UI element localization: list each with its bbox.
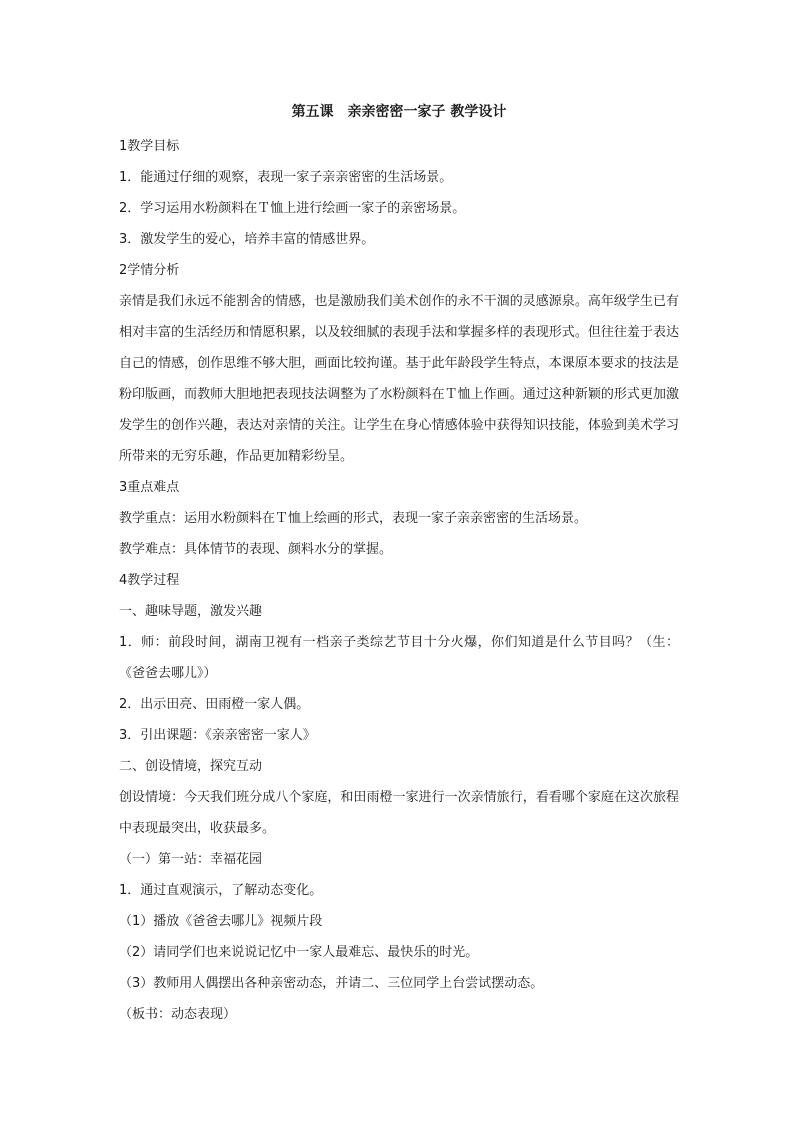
section-heading-analysis: 2学情分析 [119, 263, 180, 278]
part-heading-1: 一、趣味导题，激发兴趣 [119, 604, 263, 619]
stage1-sub-3: （3）教师用人偶摆出各种亲密动态，并请二、三位同学上台尝试摆动态。 [119, 976, 544, 991]
section-heading-objectives: 1教学目标 [119, 139, 180, 154]
part2-scene-text: 创设情境：今天我们班分成八个家庭，和田雨橙一家进行一次亲情旅行，看看哪个家庭在这次旅程中表现最突出，收获最多。 [119, 790, 679, 836]
document-body [119, 101, 679, 1030]
part1-item-2: 2．出示田亮、田雨橙一家人偶。 [119, 697, 310, 712]
section-heading-key-points: 3重点难点 [119, 480, 180, 495]
difficulty-text: 教学难点：具体情节的表现、颜料水分的掌握。 [119, 542, 393, 557]
stage1-sub-2: （2）请同学们也来说说记忆中一家人最难忘、最快乐的时光。 [119, 945, 479, 960]
part1-item-1: 1．师：前段时间，湖南卫视有一档亲子类综艺节目十分火爆，你们知道是什么节目吗？（生：《爸爸去哪儿》） [119, 635, 679, 681]
stage1-item-1: 1．通过直观演示，了解动态变化。 [119, 883, 323, 898]
stage1-sub-1: （1）播放《爸爸去哪儿》视频片段 [119, 914, 323, 929]
part-heading-2: 二、创设情境，探究互动 [119, 759, 263, 774]
document-title: 第五课 亲亲密密一家子 教学设计 [291, 104, 507, 120]
objective-item-2: 2．学习运用水粉颜料在Ｔ恤上进行绘画一家子的亲密场景。 [119, 201, 466, 216]
analysis-paragraph: 亲情是我们永远不能割舍的情感，也是激励我们美术创作的永不干涸的灵感源泉。高年级学生已有相对丰富的生活经历和情愿积累，以及较细腻的表现手法和掌握多样的表现形式。但往往羞于表达自己的情感，创作思维不够大胆，画面比较拘谨。基于此年龄段学生特点，本课原本要求的技法是粉印版画，而教师大胆地把表现技法调整为了水粉颜料在Ｔ恤上作画。通过这种新颖的形式更加激发学生的创作兴趣，表达对亲情的关注。让学生在身心情感体验中获得知识技能，体验到美术学习所带来的无穷乐趣，作品更加精彩纷呈。 [119, 294, 679, 464]
section-heading-process: 4教学过程 [119, 573, 180, 588]
stage-heading-1: （一）第一站：幸福花园 [119, 852, 263, 867]
objective-item-1: 1．能通过仔细的观察，表现一家子亲亲密密的生活场景。 [119, 170, 453, 185]
board-note: （板书：动态表现） [119, 1007, 237, 1022]
part1-item-3: 3．引出课题：《亲亲密密一家人》 [119, 728, 316, 743]
objective-item-3: 3．激发学生的爱心，培养丰富的情感世界。 [119, 232, 375, 247]
key-point-text: 教学重点：运用水粉颜料在Ｔ恤上绘画的形式，表现一家子亲亲密密的生活场景。 [119, 511, 588, 526]
